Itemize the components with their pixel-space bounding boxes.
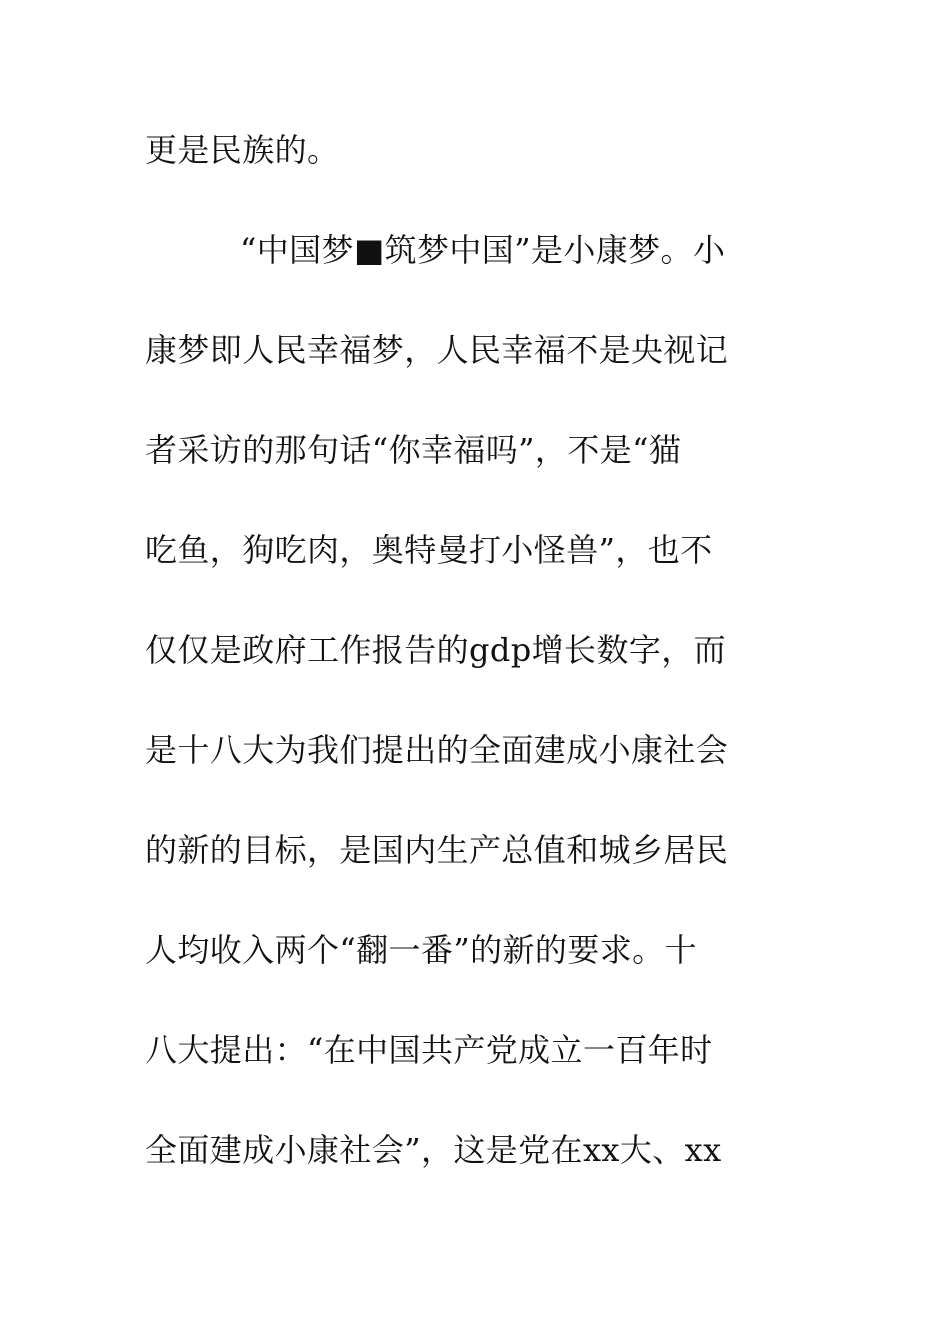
text-line-7: 是十八大为我们提出的全面建成小康社会 bbox=[145, 731, 729, 769]
text-line-1: 更是民族的。 bbox=[145, 131, 340, 169]
text-line-3: 康梦即人民幸福梦，人民幸福不是央视记 bbox=[145, 331, 729, 369]
text-line-4: 者采访的那句话“你幸福吗”，不是“猫 bbox=[145, 431, 682, 469]
text-line-2: “中国梦■筑梦中国”是小康梦。小 bbox=[240, 231, 726, 269]
text-line-9: 人均收入两个“翻一番”的新的要求。十 bbox=[145, 931, 697, 969]
text-line-6: 仅仅是政府工作报告的gdp增长数字，而 bbox=[145, 631, 727, 669]
text-line-8: 的新的目标，是国内生产总值和城乡居民 bbox=[145, 831, 729, 869]
text-line-11: 全面建成小康社会”，这是党在xx大、xx bbox=[145, 1131, 722, 1169]
text-line-5: 吃鱼，狗吃肉，奥特曼打小怪兽”，也不 bbox=[145, 531, 713, 569]
text-line-10: 八大提出：“在中国共产党成立一百年时 bbox=[145, 1031, 713, 1069]
